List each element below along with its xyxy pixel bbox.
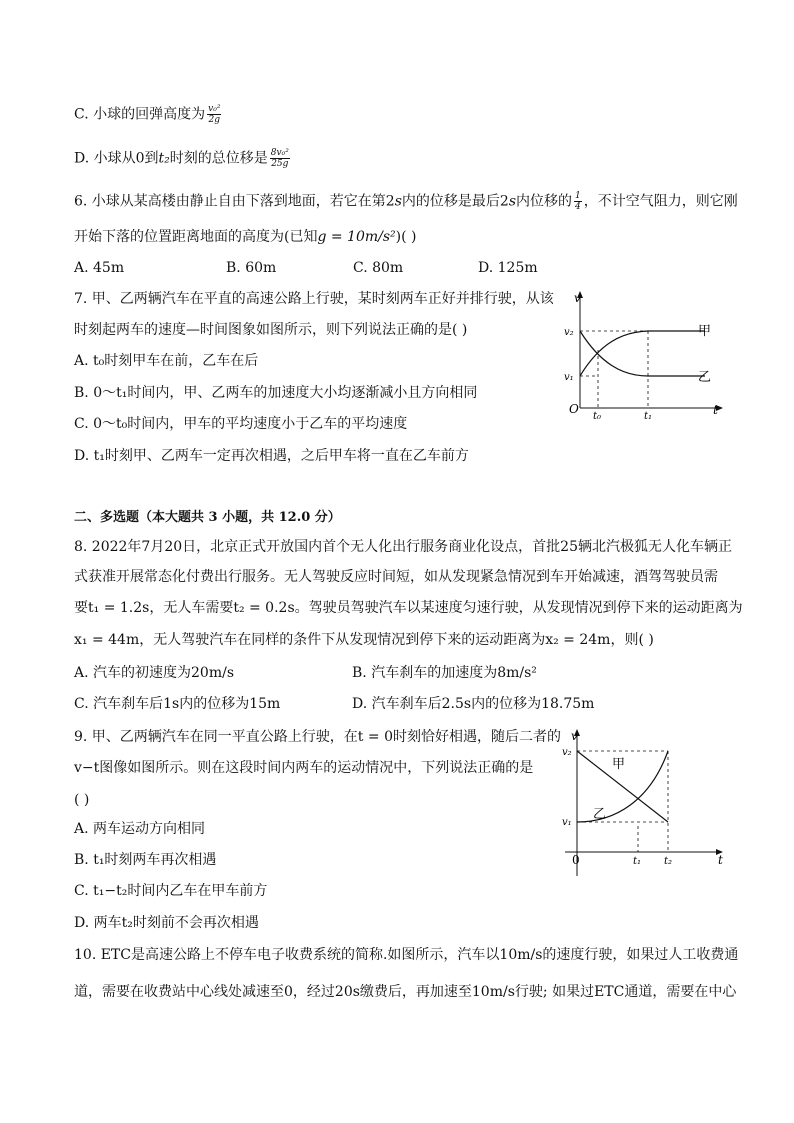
q9-label-v1: v₁ — [562, 817, 572, 828]
q7-option-c: C. 0～t₀时间内，甲车的平均速度小于乙车的平均速度 — [74, 416, 408, 432]
q6-unit-s-2: s — [508, 193, 517, 210]
q5-option-d — [74, 148, 292, 169]
q9-option-c: C. t₁−t₂时间内乙车在甲车前方 — [74, 883, 268, 899]
q9-option-a: A. 两车运动方向相同 — [74, 821, 206, 837]
q6-text-a: 6. 小球从某高楼由静止自由下落到地面，若它在第2 — [74, 193, 395, 210]
q9-stem-line2: v−t图像如图所示。则在这段时间内两车的运动情况中，下列说法正确的是 — [74, 760, 534, 776]
q7-option-b: B. 0～t₁时间内，甲、乙两车的加速度大小均逐渐减小且方向相同 — [74, 385, 478, 401]
fraction-numerator: v₀² — [208, 104, 221, 114]
q7-option-d: D. t₁时刻甲、乙两车一定再次相遇，之后甲车将一直在乙车前方 — [74, 448, 469, 464]
fraction-numerator: 8v₀² — [270, 148, 289, 158]
q7-label-jia: 甲 — [698, 324, 712, 339]
q9-label-origin: 0 — [572, 853, 580, 867]
section-multiple-choice-header: 二、多选题（本大题共 3 小题，共 12.0 分） — [74, 510, 341, 525]
q9-label-jia: 甲 — [612, 757, 626, 772]
q7-label-v1: v₁ — [564, 372, 574, 383]
q6-text-d: ，不计空气阻力，则它刚 — [583, 193, 738, 210]
q7-vt-graph — [560, 288, 730, 423]
q9-label-t2: t₂ — [664, 856, 673, 867]
q10-stem-line2: 道，需要在收费站中心线处减速至0，经过20s缴费后，再加速至10m/s行驶; 如果过ETC通道，需要在中心 — [74, 984, 737, 1000]
q7-label-origin: O — [569, 402, 579, 416]
q7-label-t0: t₀ — [593, 411, 602, 422]
q9-label-t1: t₁ — [633, 856, 642, 867]
q8-stem-line1: 8. 2022年7月20日，北京正式开放国内首个无人化出行服务商业化设点，首批25辆北汽极狐无人化车辆正 — [74, 539, 732, 555]
q7-label-v2: v₂ — [564, 327, 574, 338]
q8-option-d: D. 汽车刹车后2.5s内的位移为18.75m — [352, 696, 595, 712]
q6-option-c: C. 80m — [353, 260, 404, 276]
q5-option-d-time: t₂ — [158, 150, 170, 167]
q6-line2-text: 开始下落的位置距离地面的高度为(已知 — [74, 229, 318, 245]
fraction-denominator: 25g — [271, 159, 289, 169]
q8-stem-line4: x₁ = 44m，无人驾驶汽车在同样的条件下从发现情况到停下来的运动距离为x₂ = 24m，则( ) — [74, 632, 654, 648]
fraction-denominator: 4 — [575, 202, 581, 212]
q6-text-b: 内的位移是最后2 — [401, 193, 509, 210]
q6-stem-line1 — [74, 191, 738, 212]
q7-label-t1: t₁ — [644, 411, 653, 422]
q9-stem-line3: ( ) — [74, 792, 90, 808]
q7-stem-line1: 7. 甲、乙两辆汽车在平直的高速公路上行驶，某时刻两车正好并排行驶，从该 — [74, 291, 554, 307]
q5-option-c — [74, 104, 223, 125]
q5-option-c-fraction — [207, 104, 221, 125]
q9-label-yi: 乙 — [593, 807, 607, 822]
q7-label-v: v — [574, 291, 581, 305]
q6-unit-s: s — [394, 193, 402, 210]
q6-option-d: D. 125m — [478, 260, 538, 276]
q9-option-b: B. t₁时刻两车再次相遇 — [74, 852, 217, 868]
fraction-denominator: 2g — [208, 115, 221, 125]
q6-fraction — [574, 191, 582, 212]
q6-option-a: A. 45m — [74, 260, 125, 276]
q9-stem-line1: 9. 甲、乙两辆汽车在同一平直公路上行驶，在t = 0时刻恰好相遇，随后二者的 — [74, 729, 561, 745]
q7-stem-line2: 时刻起两车的速度—时间图象如图所示，则下列说法正确的是( ) — [74, 322, 468, 338]
q8-option-b: B. 汽车刹车的加速度为8m/s² — [352, 665, 537, 681]
q9-option-d: D. 两车t₂时刻前不会再次相遇 — [74, 915, 259, 931]
q9-label-t: t — [718, 853, 723, 867]
q8-option-c: C. 汽车刹车后1s内的位移为15m — [74, 696, 281, 712]
fraction-numerator: 1 — [575, 191, 581, 201]
q6-stem-line2 — [74, 227, 417, 247]
q10-stem-line1: 10. ETC是高速公路上不停车电子收费系统的简称.如图所示，汽车以10m/s的速度行驶，如果过人工收费通 — [74, 947, 739, 963]
q5-option-d-mid: 时刻的总位移是 — [169, 150, 268, 167]
q6-text-c: 内位移的 — [516, 193, 573, 210]
q7-option-a: A. t₀时刻甲车在前，乙车在后 — [74, 353, 259, 369]
q8-option-a: A. 汽车的初速度为20m/s — [74, 665, 235, 681]
q9-label-v: v — [571, 729, 578, 743]
q7-label-t: t — [713, 403, 718, 417]
q7-curve-jia — [580, 331, 705, 376]
q6-blank: )( ) — [395, 229, 417, 245]
q8-stem-line2: 式获准开展常态化付费出行服务。无人驾驶反应时间短，如从发现紧急情况到车开始减速，酒驾驾驶员需 — [74, 569, 718, 585]
q7-curve-yi — [580, 331, 705, 376]
q9-label-v2: v₂ — [562, 747, 572, 758]
q9-vt-graph — [560, 726, 730, 881]
q6-gravity-value: g = 10m/s² — [317, 229, 396, 245]
q6-option-b: B. 60m — [226, 260, 277, 276]
q5-option-c-text: C. 小球的回弹高度为 — [74, 106, 206, 123]
q7-label-yi: 乙 — [698, 370, 712, 385]
q5-option-d-fraction — [270, 148, 290, 169]
q5-option-d-prefix: D. 小球从0到 — [74, 150, 159, 167]
q8-stem-line3: 要t₁ = 1.2s，无人车需要t₂ = 0.2s。驾驶员驾驶汽车以某速度匀速行驶，从发现情况到停下来的运动距离为 — [74, 600, 743, 616]
